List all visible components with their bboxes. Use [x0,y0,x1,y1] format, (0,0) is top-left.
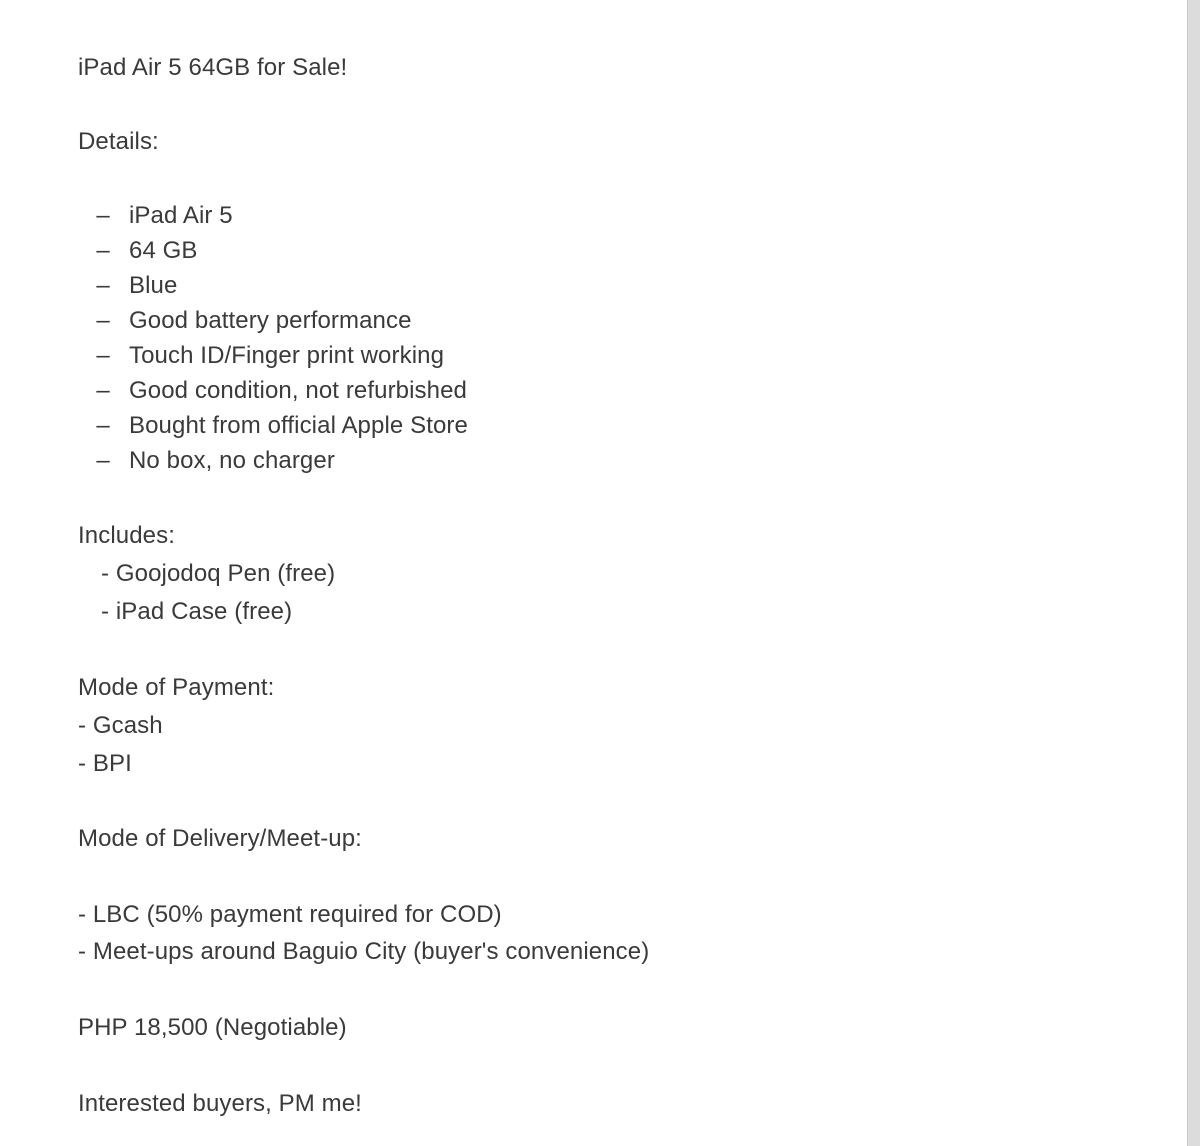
list-item-text: 64 GB [129,237,198,264]
delivery-heading: Mode of Delivery/Meet-up: [78,825,362,852]
list-item: - Gcash [78,712,163,739]
dash-bullet: – [96,202,110,229]
price-line: PHP 18,500 (Negotiable) [78,1014,347,1041]
list-item: - Goojodoq Pen (free) [101,560,336,587]
payment-heading: Mode of Payment: [78,674,275,701]
dash-bullet: – [96,237,110,264]
dash-bullet: – [96,412,110,439]
includes-heading: Includes: [78,522,175,549]
list-item: - LBC (50% payment required for COD) [78,901,502,928]
details-heading: Details: [78,128,159,155]
list-item-text: Good condition, not refurbished [129,377,467,404]
list-item-text: Good battery performance [129,307,412,334]
list-item-text: No box, no charger [129,447,335,474]
list-item-text: Blue [129,272,178,299]
dash-bullet: – [96,447,110,474]
scrollbar-track[interactable] [1187,0,1200,1146]
note-title: iPad Air 5 64GB for Sale! [78,54,348,81]
dash-bullet: – [96,342,110,369]
dash-bullet: – [96,272,110,299]
list-item-text: iPad Air 5 [129,202,233,229]
dash-bullet: – [96,307,110,334]
closing-line: Interested buyers, PM me! [78,1090,362,1117]
list-item: - BPI [78,750,132,777]
dash-bullet: – [96,377,110,404]
list-item-text: Bought from official Apple Store [129,412,468,439]
list-item: - Meet-ups around Baguio City (buyer's convenience) [78,938,650,965]
list-item-text: Touch ID/Finger print working [129,342,445,369]
list-item: - iPad Case (free) [101,598,293,625]
